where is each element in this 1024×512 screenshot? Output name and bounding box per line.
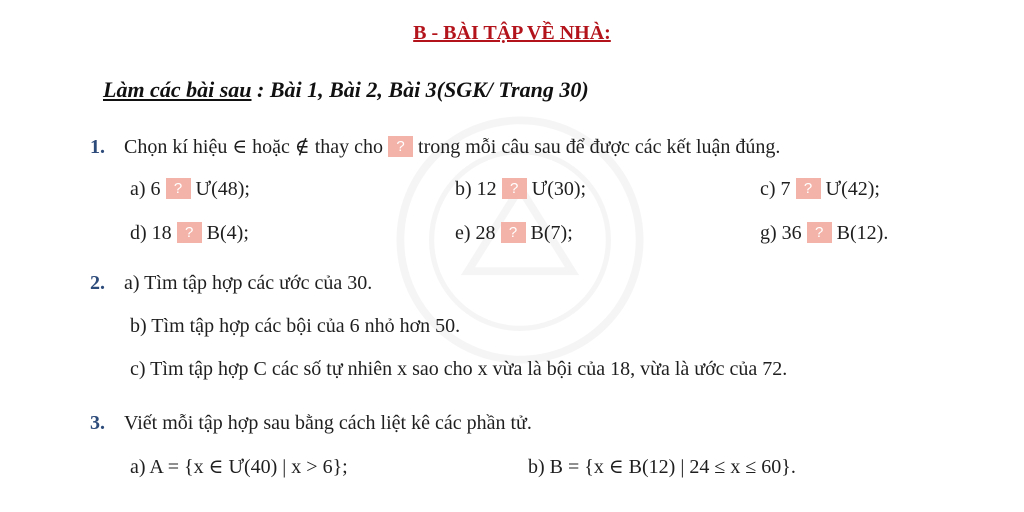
q1-item-d — [130, 222, 249, 245]
placeholder-box: ? — [388, 136, 413, 157]
placeholder-box: ? — [501, 222, 526, 243]
q1-intro-before: Chọn kí hiệu ∈ hoặc ∉ thay cho — [124, 136, 384, 158]
placeholder-box: ? — [807, 222, 832, 243]
q2-a-row — [90, 272, 372, 295]
q1-item-e — [455, 222, 573, 245]
q1-intro — [90, 134, 780, 159]
q2-a: a) Tìm tập hợp các ước của 30. — [124, 272, 373, 294]
q1-item-b — [455, 178, 586, 201]
q1-item-g-post: B(12). — [836, 222, 889, 244]
q1-item-e-pre: e) 28 — [455, 222, 496, 244]
q2-b: b) Tìm tập hợp các bội của 6 nhỏ hơn 50. — [130, 315, 461, 337]
q1-item-e-post: B(7); — [530, 222, 573, 244]
placeholder-box: ? — [796, 178, 821, 199]
placeholder-box: ? — [502, 178, 527, 199]
q1-item-b-post: Ư(30); — [531, 178, 587, 200]
q1-item-d-pre: d) 18 — [130, 222, 172, 244]
placeholder-box: ? — [177, 222, 202, 243]
subtitle-colon: : — [251, 77, 270, 102]
q1-item-c-pre: c) 7 — [760, 178, 791, 200]
subtitle-underlined: Làm các bài sau — [103, 77, 252, 102]
q3-b: b) B = {x ∈ B(12) | 24 ≤ x ≤ 60}. — [528, 456, 796, 478]
q1-item-d-post: B(4); — [206, 222, 249, 244]
q1-item-c-post: Ư(42); — [825, 178, 880, 200]
q1-item-g-pre: g) 36 — [760, 222, 802, 244]
q3-a: a) A = {x ∈ Ư(40) | x > 6}; — [130, 456, 348, 478]
q1-item-g — [760, 222, 888, 245]
q2-c: c) Tìm tập hợp C các số tự nhiên x sao cho x vừa là bội của 18, vừa là ước của 72. — [130, 358, 788, 380]
q1-number: 1. — [90, 136, 105, 158]
q1-item-a-pre: a) 6 — [130, 178, 161, 200]
q1-intro-after: trong mỗi câu sau để được các kết luận đúng. — [418, 136, 781, 158]
q3-number: 3. — [90, 412, 105, 434]
subtitle-rest: Bài 1, Bài 2, Bài 3(SGK/ Trang 30) — [269, 77, 589, 102]
placeholder-box: ? — [166, 178, 191, 199]
q1-item-b-pre: b) 12 — [455, 178, 497, 200]
q3-intro-row — [90, 412, 532, 435]
page-title: B - BÀI TẬP VỀ NHÀ: — [413, 22, 611, 44]
q1-item-a — [130, 178, 250, 201]
q1-item-a-post: Ư(48); — [195, 178, 250, 200]
assignment-subtitle — [103, 77, 589, 103]
q3-intro: Viết mỗi tập hợp sau bằng cách liệt kê các phần tử. — [124, 412, 532, 434]
q2-number: 2. — [90, 272, 105, 294]
q1-item-c — [760, 178, 880, 201]
